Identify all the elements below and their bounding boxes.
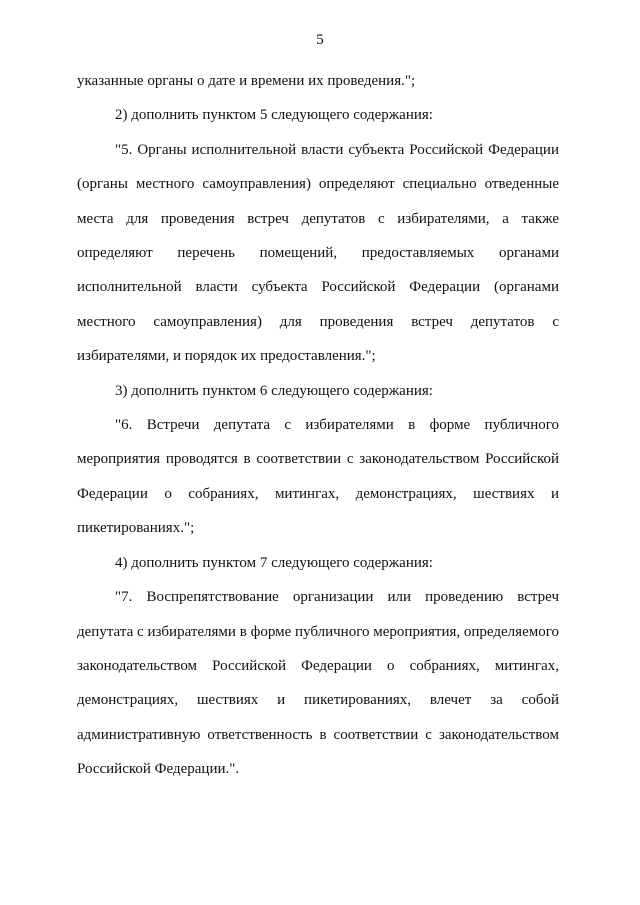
text-line: местного самоуправления) для проведения встреч депутатов с [77, 313, 559, 330]
document-body [77, 64, 559, 787]
text-line: демонстрациях, шествиях и пикетированиях, влечет за собой [77, 692, 559, 709]
paragraph-point-5 [77, 133, 559, 374]
text-line: определяют перечень помещений, предоставляемых органами [77, 245, 559, 262]
text-line: законодательством Российской Федерации о собраниях, митингах, [77, 657, 559, 674]
text-line: административную ответственность в соответствии с законодательством [77, 726, 559, 743]
text-line: Федерации о собраниях, митингах, демонстрациях, шествиях и [77, 485, 559, 502]
text-line: 3) дополнить пунктом 6 следующего содержания: [115, 382, 433, 399]
page-number: 5 [316, 32, 324, 48]
text-line: избирателями, и порядок их предоставления."; [77, 348, 376, 365]
text-line: пикетированиях."; [77, 520, 195, 537]
text-line: Российской Федерации.". [77, 761, 240, 778]
text-line: исполнительной власти субъекта Российской Федерации (органами [77, 279, 559, 296]
text-line: места для проведения встреч депутатов с избирателями, а также [77, 210, 559, 227]
text-line: (органы местного самоуправления) определяют специально отведенные [77, 176, 559, 193]
text-line: мероприятия проводятся в соответствии с законодательством Российской [77, 451, 559, 468]
text-line: 2) дополнить пунктом 5 следующего содержания: [115, 107, 433, 124]
paragraph-continuation [77, 64, 559, 98]
paragraph-item-2 [77, 98, 559, 132]
paragraph-point-7 [77, 580, 559, 786]
paragraph-item-4 [77, 546, 559, 580]
paragraph-point-6 [77, 408, 559, 546]
text-line: "6. Встречи депутата с избирателями в форме публичного [115, 417, 559, 434]
text-line: "5. Органы исполнительной власти субъекта Российской Федерации [115, 141, 559, 158]
text-line: "7. Воспрепятствование организации или проведению встреч [115, 589, 559, 606]
paragraph-item-3 [77, 374, 559, 408]
text-line: депутата с избирателями в форме публичного мероприятия, определяемого [77, 623, 559, 640]
text-line: 4) дополнить пунктом 7 следующего содержания: [115, 554, 433, 571]
text-line: указанные органы о дате и времени их проведения."; [77, 73, 416, 89]
